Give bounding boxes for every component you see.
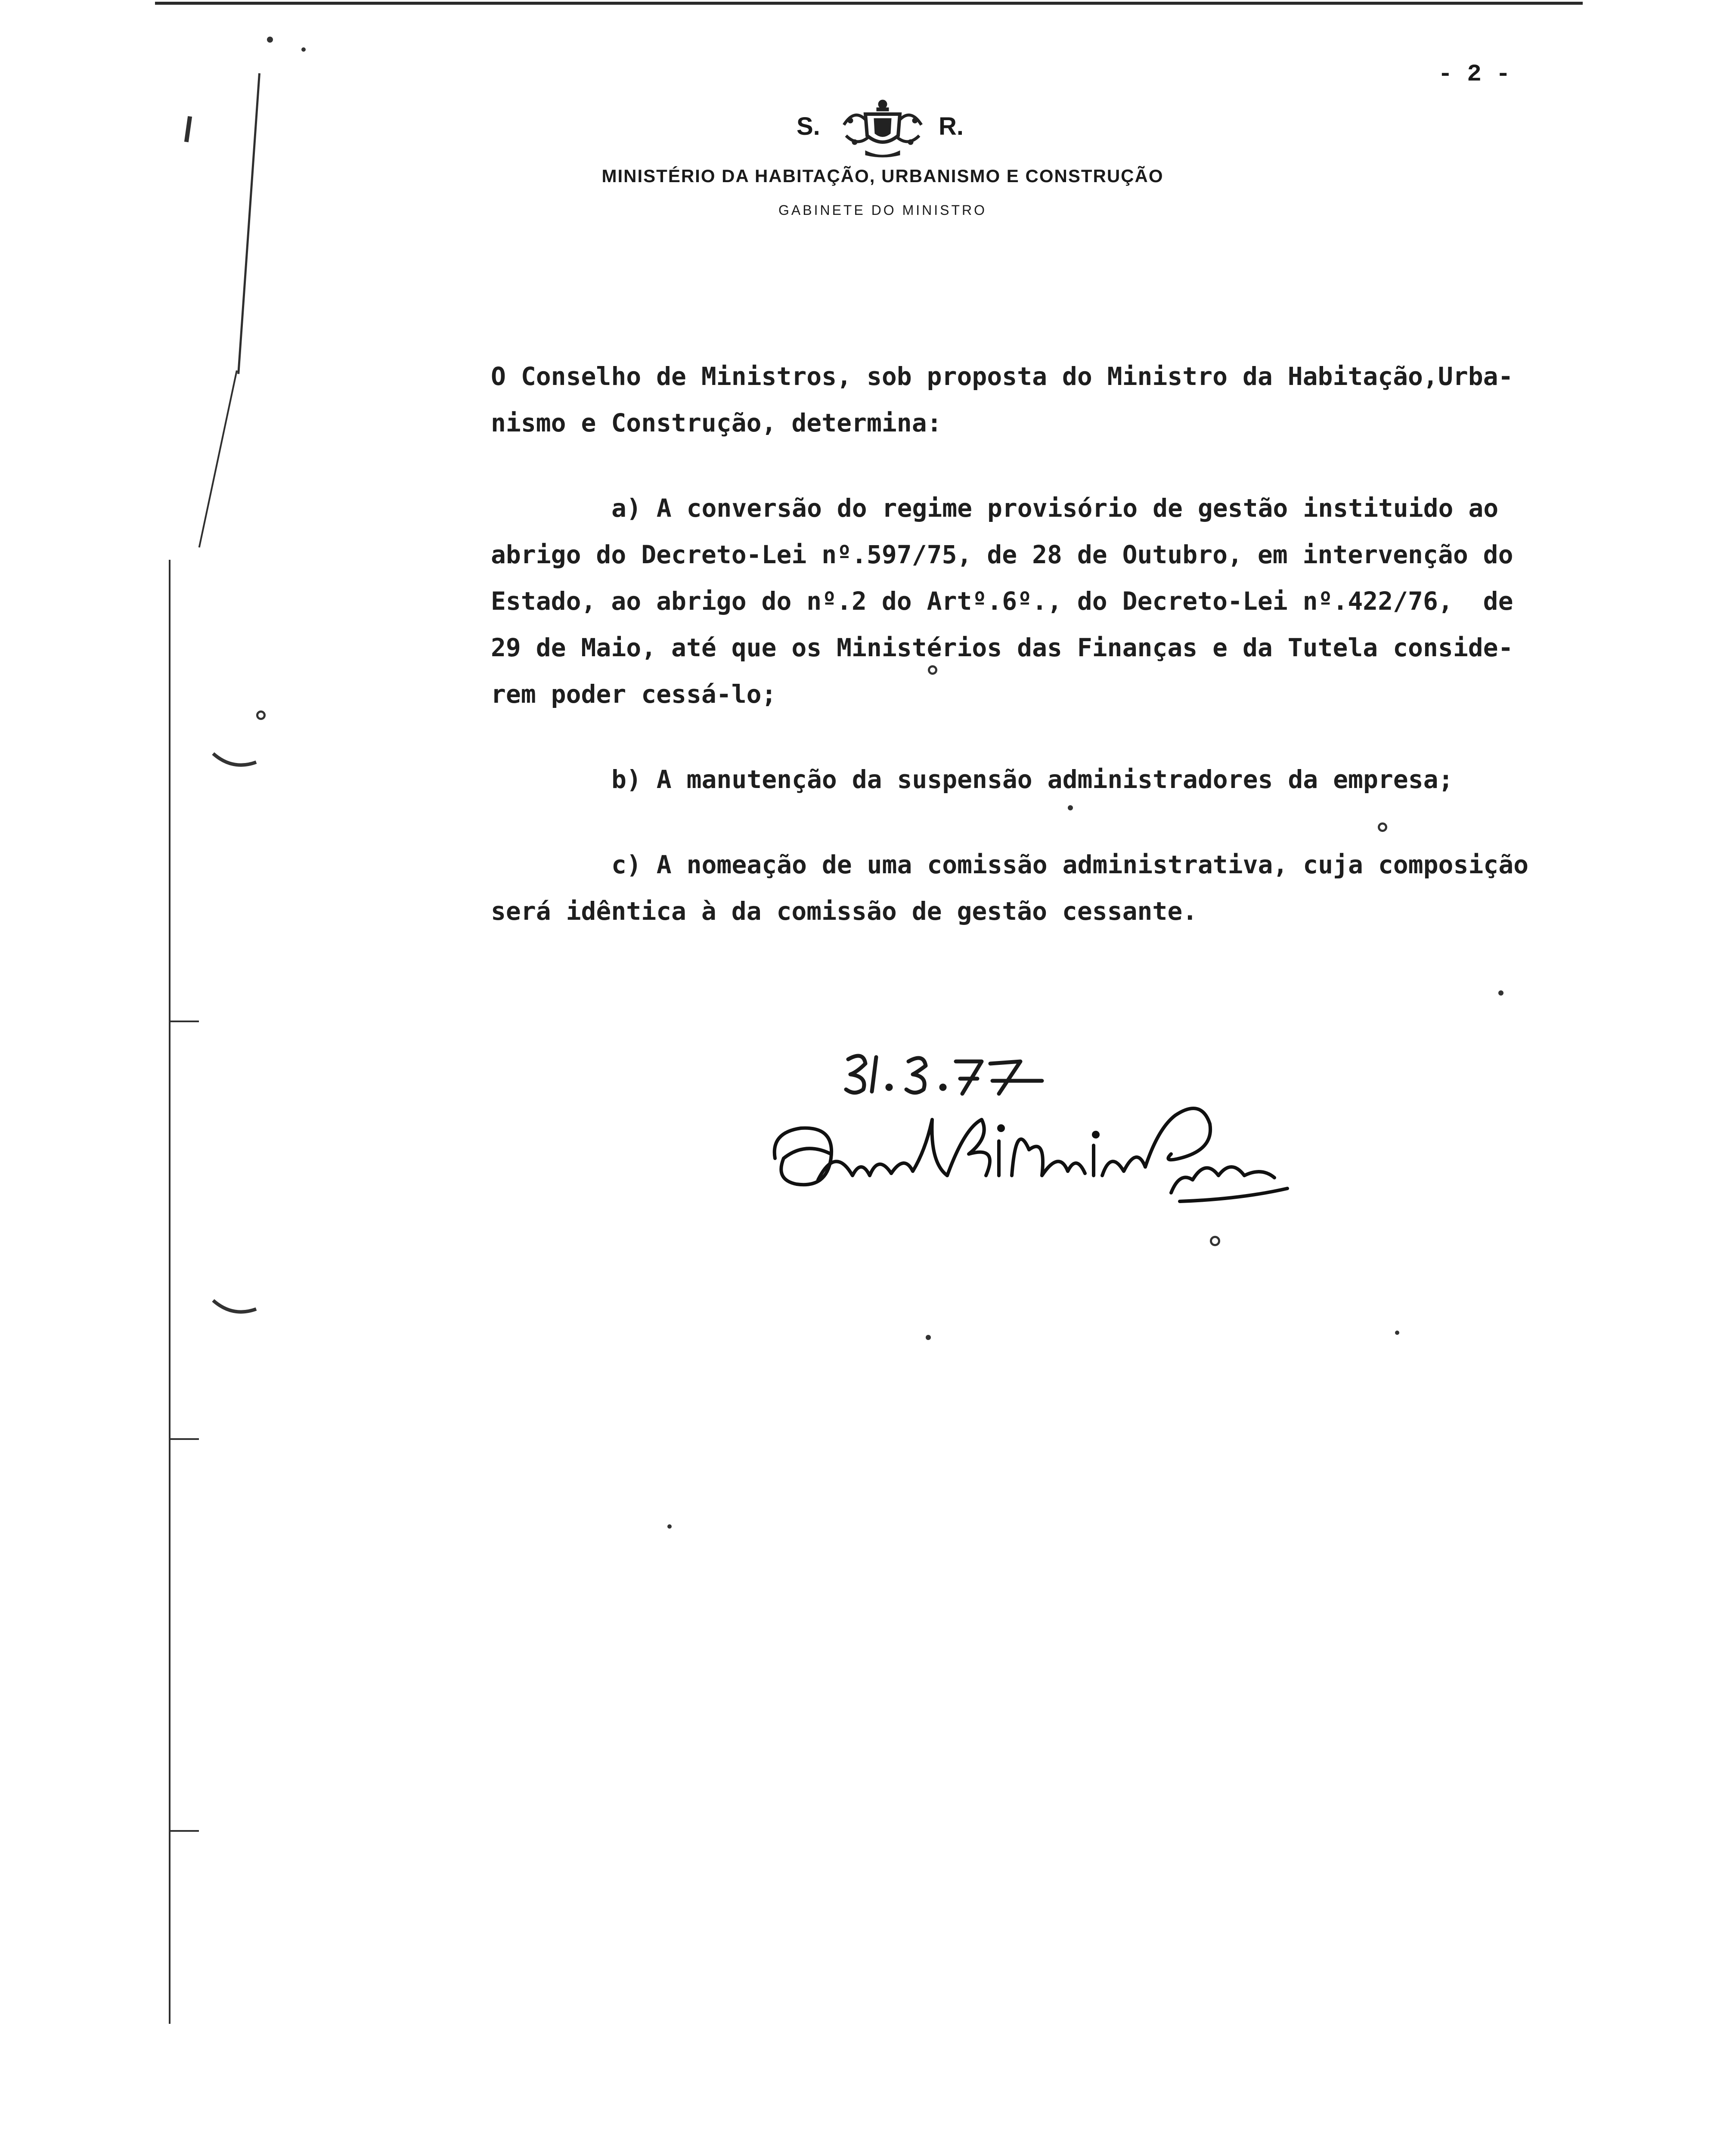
item-b-paragraph — [491, 756, 1498, 803]
ministry-name: MINISTÉRIO DA HABITAÇÃO, URBANISMO E CONSTRUÇÃO — [601, 166, 1164, 186]
letterhead — [560, 69, 1206, 224]
scan-speck — [926, 1335, 931, 1340]
item-c-paragraph — [491, 841, 1529, 934]
page-number: - 2 - — [1438, 60, 1511, 88]
cabinet-name: GABINETE DO MINISTRO — [778, 202, 987, 218]
margin-mark — [237, 73, 260, 374]
handwritten-signature — [766, 1094, 1326, 1232]
body-line: a) A conversão do regime provisório de gestão instituido ao — [611, 493, 1499, 523]
scan-ring — [1378, 822, 1387, 832]
margin-mark — [169, 1021, 199, 1022]
scan-speck — [1395, 1331, 1399, 1335]
body-line: nismo e Construção, determina: — [491, 408, 942, 437]
top-rule — [155, 2, 1583, 5]
scan-speck — [267, 37, 273, 43]
margin-mark — [169, 1830, 199, 1832]
scan-speck — [301, 47, 306, 52]
scan-ring — [1210, 1236, 1220, 1246]
margin-bracket-mark — [211, 749, 258, 775]
crest-row — [560, 86, 1206, 155]
letterhead-right-letter: R. — [939, 112, 964, 140]
margin-bracket-mark — [211, 1296, 258, 1322]
body-line: rem poder cessá-lo; — [491, 679, 777, 709]
body-line: O Conselho de Ministros, sob proposta do Ministro da Habitação,Urba- — [491, 362, 1513, 391]
margin-mark — [169, 1438, 199, 1440]
scan-speck — [667, 1524, 672, 1529]
body-line: abrigo do Decreto-Lei nº.597/75, de 28 de Outubro, em intervenção do — [491, 540, 1513, 569]
body-line: será idêntica à da comissão de gestão cessante. — [491, 897, 1198, 926]
scan-speck — [1498, 990, 1504, 996]
coat-of-arms-icon — [835, 95, 930, 159]
body-line: Estado, ao abrigo do nº.2 do Artº.6º., do Decreto-Lei nº.422/76, de — [491, 586, 1513, 616]
margin-mark — [198, 370, 238, 548]
body-line: b) A manutenção da suspensão administradores da empresa; — [611, 765, 1454, 794]
item-a-paragraph — [491, 485, 1513, 717]
scan-ring — [928, 665, 937, 675]
body-line: 29 de Maio, até que os Ministérios das Finanças e da Tutela conside- — [491, 633, 1513, 662]
body-line: c) A nomeação de uma comissão administrativa, cuja composição — [611, 850, 1529, 879]
handwritten-date — [840, 1042, 1055, 1102]
margin-mark — [169, 560, 170, 2024]
scan-ring — [256, 710, 266, 720]
document-body — [491, 353, 1529, 934]
margin-mark — [184, 116, 192, 143]
intro-paragraph — [491, 353, 1513, 446]
letterhead-left-letter: S. — [797, 112, 820, 140]
scan-speck — [1068, 805, 1073, 810]
